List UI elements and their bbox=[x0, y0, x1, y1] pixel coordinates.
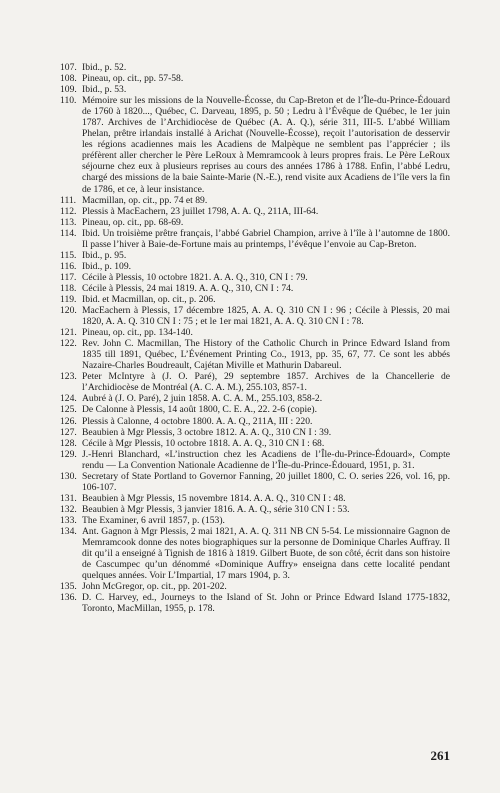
endnote-item bbox=[60, 427, 450, 438]
endnote-number: 117. bbox=[60, 271, 77, 283]
endnote-text: Aubré à (J. O. Paré), 2 juin 1858. A. C. A. M., 255.103, 858-2. bbox=[82, 393, 323, 405]
endnote-number: 127. bbox=[60, 426, 77, 438]
endnote-number: 130. bbox=[60, 470, 77, 482]
endnote-number: 109. bbox=[60, 84, 77, 96]
endnote-number: 123. bbox=[60, 371, 77, 383]
endnote-text: Ant. Gagnon à Mgr Plessis, 2 mai 1821, A. A. Q. 311 NB CN 5-54. Le missionnaire Gagnon de Memramcook donne des notes biographiques sur la personne de Dominique Charles Auffray. Il dit qu’il a enseigné à Tignish de 1816 à 1819. Gilbert Buote, de son côté, écrit dans son histoire de Cascumpec qu’un dénommé «Dominique Auffry» enseigna dans cette localité pendant quelques années. Voir L’Impartial, 17 mars 1904, p. 3. bbox=[82, 525, 450, 582]
endnote-number: 133. bbox=[60, 514, 77, 526]
endnote-text: Cécile à Plessis, 24 mai 1819. A. A. Q., 310, CN I : 74. bbox=[82, 282, 294, 294]
endnote-number: 112. bbox=[60, 205, 77, 217]
endnote-text: De Calonne à Plessis, 14 août 1800, C. E. A., 22. 2-6 (copie). bbox=[82, 404, 318, 416]
endnote-text: Cécile à Mgr Plessis, 10 octobre 1818. A. A. Q., 310 CN I : 68. bbox=[82, 437, 325, 449]
endnote-number: 110. bbox=[60, 95, 77, 107]
endnote-text: Ibid. Un troisième prêtre français, l’abbé Gabriel Champion, arrive à l’île à l’automne de 1800. Il passe l’hiver à Baie-de-Fortune mais au printemps, l’évêque l’envoie au Cap-Breton. bbox=[82, 227, 450, 250]
endnote-number: 113. bbox=[60, 216, 77, 228]
endnote-text: Ibid., p. 109. bbox=[82, 260, 132, 272]
endnote-text: Plessis à Calonne, 4 octobre 1800. A. A. Q., 211A, III : 220. bbox=[82, 415, 313, 427]
endnote-text: The Examiner, 6 avril 1857, p. (153). bbox=[82, 514, 225, 526]
endnote-text: Cécile à Plessis, 10 octobre 1821. A. A. Q., 310, CN I : 79. bbox=[82, 271, 308, 283]
endnote-number: 119. bbox=[60, 293, 77, 305]
endnote-item bbox=[60, 217, 450, 228]
endnote-number: 132. bbox=[60, 503, 77, 515]
endnote-item bbox=[60, 393, 450, 404]
endnote-item bbox=[60, 338, 450, 371]
endnote-number: 131. bbox=[60, 492, 77, 504]
endnote-number: 116. bbox=[60, 260, 77, 272]
endnote-text: Ibid. et Macmillan, op. cit., p. 206. bbox=[82, 293, 216, 305]
endnote-number: 120. bbox=[60, 305, 77, 317]
endnote-item bbox=[60, 250, 450, 261]
endnote-item bbox=[60, 416, 450, 427]
endnote-number: 118. bbox=[60, 282, 77, 294]
endnote-item bbox=[60, 327, 450, 338]
endnote-item bbox=[60, 449, 450, 471]
endnote-text: Beaubien à Mgr Plessis, 3 octobre 1812. A. A. Q., 310 CN I : 39. bbox=[82, 426, 332, 438]
endnote-item bbox=[60, 195, 450, 206]
endnote-text: Beaubien à Mgr Plessis, 15 novembre 1814. A. A. Q., 310 CN I : 48. bbox=[82, 492, 346, 504]
endnote-item bbox=[60, 261, 450, 272]
endnote-number: 126. bbox=[60, 415, 77, 427]
endnote-number: 107. bbox=[60, 62, 77, 73]
endnote-text: Plessis à MacEachern, 23 juillet 1798, A. A. Q., 211A, III-64. bbox=[82, 205, 319, 217]
endnote-text: D. C. Harvey, ed., Journeys to the Island of St. John or Prince Edward Island 1775-1832, Toronto, MacMillan, 1955, p. 178. bbox=[82, 592, 450, 615]
endnote-item bbox=[60, 95, 450, 194]
endnote-item bbox=[60, 526, 450, 581]
endnote-number: 128. bbox=[60, 437, 77, 449]
page-number: 261 bbox=[430, 748, 450, 763]
endnote-item bbox=[60, 592, 450, 614]
endnotes-list bbox=[60, 62, 450, 614]
endnote-text: Pineau, op. cit., pp. 68-69. bbox=[82, 216, 184, 228]
endnote-text: Pineau, op. cit., pp. 134-140. bbox=[82, 327, 193, 339]
endnote-number: 115. bbox=[60, 249, 77, 261]
endnote-text: Secretary of State Portland to Governor Fanning, 20 juillet 1800, C. O. series 226, vol. 16, pp. 106-107. bbox=[82, 470, 450, 493]
endnote-item bbox=[60, 294, 450, 305]
endnote-item bbox=[60, 305, 450, 327]
endnote-text: Peter McIntyre à (J. O. Paré), 29 septembre 1857. Archives de la Chancellerie de l’Archidiocèse de Montréal (A. C. A. M.), 255.103, 857-1. bbox=[82, 371, 450, 394]
endnote-item bbox=[60, 493, 450, 504]
endnote-text: Ibid., p. 53. bbox=[82, 84, 127, 96]
endnote-item bbox=[60, 62, 450, 73]
endnote-item bbox=[60, 228, 450, 250]
endnote-number: 122. bbox=[60, 338, 77, 350]
endnote-item bbox=[60, 283, 450, 294]
endnote-text: J.-Henri Blanchard, «L’instruction chez les Acadiens de l’Île-du-Prince-Édouard», Compte rendu — La Convention Nationale Acadienne de l’Île-du-Prince-Édouard, 1951, p. 31. bbox=[82, 448, 450, 471]
endnote-text: Beaubien à Mgr Plessis, 3 janvier 1816. A. A. Q., série 310 CN I : 53. bbox=[82, 503, 350, 515]
endnote-number: 125. bbox=[60, 404, 77, 416]
endnote-text: Rev. John C. Macmillan, The History of the Catholic Church in Prince Edward Island from 1835 till 1891, Québec, L’Événement Printing Co., 1913, pp. 35, 67, 77. Ce sont les abbés Nazaire-Charles Boudreault, Cajétan Miville et Mathurin Dabareul. bbox=[82, 338, 450, 372]
endnote-number: 135. bbox=[60, 581, 77, 593]
endnote-text: Ibid., p. 52. bbox=[82, 62, 127, 73]
endnote-text: Ibid., p. 95. bbox=[82, 249, 127, 261]
endnote-number: 114. bbox=[60, 227, 77, 239]
endnote-number: 111. bbox=[60, 194, 77, 206]
endnote-number: 129. bbox=[60, 448, 77, 460]
endnote-number: 134. bbox=[60, 525, 77, 537]
endnote-item bbox=[60, 438, 450, 449]
endnote-item bbox=[60, 272, 450, 283]
endnote-text: Pineau, op. cit., pp. 57-58. bbox=[82, 73, 184, 85]
endnote-item bbox=[60, 581, 450, 592]
endnote-item bbox=[60, 404, 450, 415]
endnote-item bbox=[60, 73, 450, 84]
endnote-item bbox=[60, 471, 450, 493]
endnote-item bbox=[60, 504, 450, 515]
endnote-item bbox=[60, 515, 450, 526]
endnote-number: 121. bbox=[60, 327, 77, 339]
endnote-text: MacEachern à Plessis, 17 décembre 1825, A. A. Q. 310 CN I : 96 ; Cécile à Plessis, 20 mai 1820, A. A. Q. 310 CN I : 75 ; et le 1er mai 1821, A. A. Q. 310 CN I : 78. bbox=[82, 305, 450, 328]
endnote-item bbox=[60, 84, 450, 95]
endnote-number: 108. bbox=[60, 73, 77, 85]
endnote-number: 136. bbox=[60, 592, 77, 604]
endnote-item bbox=[60, 371, 450, 393]
endnote-text: Mémoire sur les missions de la Nouvelle-Écosse, du Cap-Breton et de l’Île-du-Prince-Édouard de 1760 à 1820..., Québec, C. Darveau, 1895, p. 50 ; Ledru à l’Évêque de Québec, le 1er juin 1787. Archives de l’Archidiocèse de Québec (A. A. Q.), série 311, III-5. L’abbé William Phelan, prêtre irlandais installé à Arichat (Nouvelle-Écosse), reçoit l’autorisation de desservir les régions acadiennes mais les Acadiens de Malpèque ne semblent pas l’apprécier ; ils préfèrent aller chercher le Père LeRoux à Memramcook à leurs propres frais. Le Père LeRoux séjourne chez eux à plusieurs reprises au cours des années 1786 à 1788. Enfin, l’abbé Ledru, chargé des missions de la baie Sainte-Marie (N.-E.), rend visite aux Acadiens de l’île vers la fin de 1786, et ce, à leur insistance. bbox=[82, 95, 450, 195]
endnote-text: Macmillan, op. cit., pp. 74 et 89. bbox=[82, 194, 208, 206]
endnote-number: 124. bbox=[60, 393, 77, 405]
endnote-text: John McGregor, op. cit., pp. 201-202. bbox=[82, 581, 227, 593]
endnote-item bbox=[60, 206, 450, 217]
